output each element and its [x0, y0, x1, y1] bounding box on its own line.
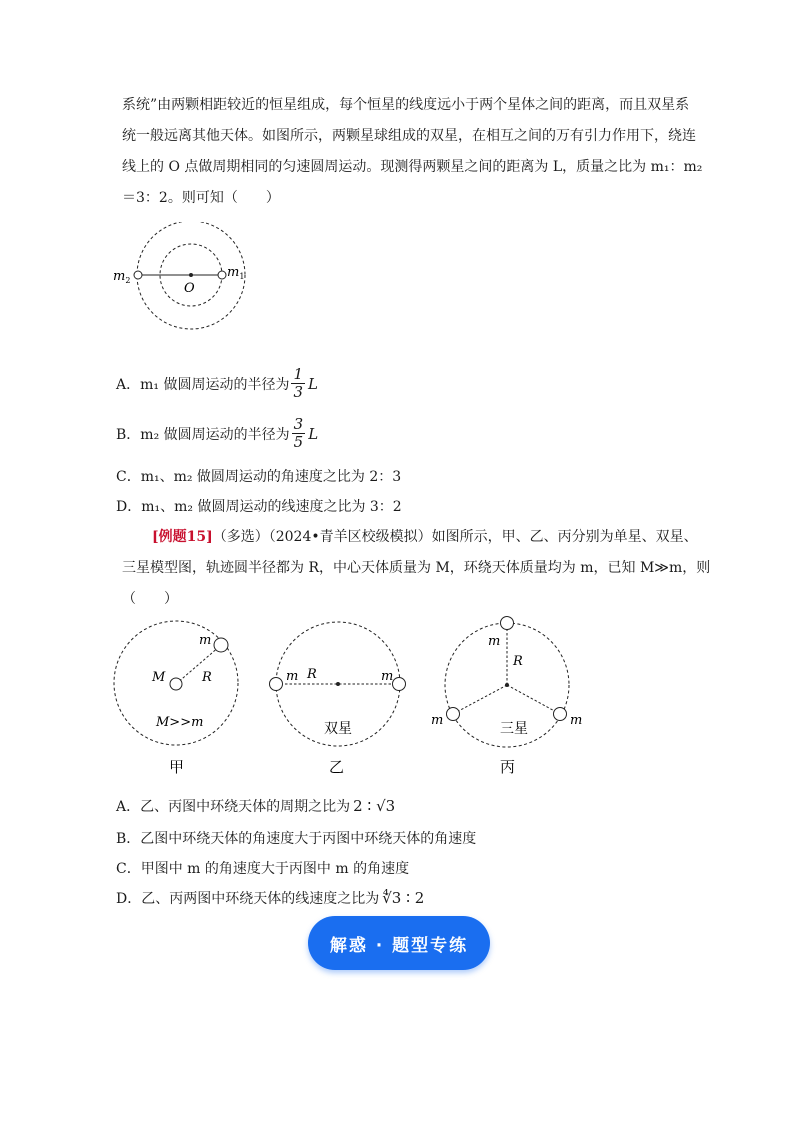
example-stem: [例题15]（多选）（2024•青羊区校级模拟）如图所示，甲、乙、丙分别为单星、双星、 三星模型图，轨迹圆半径都为 R，中心天体质量为 M，环绕天体质量均为 m，已知 M≫m，则 （ ）: [122, 529, 711, 607]
model-bing: [431, 617, 582, 777]
problem-line: ＝3：2。则可知（ ）: [122, 190, 280, 206]
fraction: $\frac{3}{5}$: [293, 415, 304, 451]
svg-text:m: m: [199, 633, 212, 648]
option-c2: C．甲图中 m 的角速度大于丙图中 m 的角速度: [116, 861, 410, 877]
option-d2: D．乙、丙两图中环绕天体的线速度之比为 ∜3 ∶ 2: [116, 889, 425, 907]
fraction: $\frac{1}{3}$: [293, 365, 303, 401]
label-m2: $m_2$: [113, 269, 131, 285]
svg-text:R: R: [202, 670, 212, 685]
star-models-figure: [108, 612, 598, 782]
star-m1: [218, 271, 226, 279]
label-O: O: [184, 281, 195, 296]
example-tag: [例题15]: [152, 529, 213, 545]
svg-text:丙: 丙: [500, 758, 516, 776]
svg-text:M: M: [152, 670, 166, 685]
svg-text:m: m: [488, 634, 501, 649]
svg-text:乙: 乙: [329, 758, 345, 776]
svg-text:双星: 双星: [324, 721, 352, 737]
svg-text:三星: 三星: [500, 721, 528, 737]
option-c: C．m₁、m₂ 做圆周运动的角速度之比为 2：3: [116, 469, 402, 485]
problem-line: 系统”由两颗相距较近的恒星组成，每个恒星的线度远小于两个星体之间的距离，而且双星系: [122, 97, 690, 113]
label-m1: $m_1$: [227, 265, 245, 281]
option-b: B．m₂ 做圆周运动的半径为 $\frac{3}{5}$ L: [116, 415, 319, 451]
model-jia: [114, 621, 238, 776]
svg-text:m: m: [431, 713, 444, 728]
svg-text:M>>m: M>>m: [156, 715, 204, 730]
orbiting-body: [214, 638, 228, 652]
problem-line: 线上的 O 点做周期相同的匀速圆周运动。现测得两颗星之间的距离为 L，质量之比为 m₁：m₂: [122, 159, 703, 175]
svg-text:R: R: [513, 654, 523, 669]
center-point: [189, 273, 193, 277]
svg-text:m: m: [286, 669, 299, 684]
binary-star-figure: [108, 222, 268, 338]
option-a2: A．乙、丙图中环绕天体的周期之比为 2 ∶ √3: [116, 797, 396, 815]
binary-right: [393, 678, 406, 691]
trinary-left: [447, 708, 460, 721]
option-d: D．m₁、m₂ 做圆周运动的线速度之比为 3：2: [116, 499, 402, 515]
central-body: [170, 678, 182, 690]
problem-line: 统一般远离其他天体。如图所示，两颗星球组成的双星，在相互之间的万有引力作用下，绕连: [122, 128, 696, 144]
trinary-right: [554, 708, 567, 721]
problem-stem: [122, 90, 703, 214]
svg-text:甲: 甲: [169, 758, 185, 776]
svg-text:m: m: [570, 713, 583, 728]
trinary-top: [501, 617, 514, 630]
option-b2: B．乙图中环绕天体的角速度大于丙图中环绕天体的角速度: [116, 831, 477, 847]
option-a: A．m₁ 做圆周运动的半径为 $\frac{1}{3}$ L: [116, 365, 318, 401]
svg-text:R: R: [307, 667, 317, 682]
binary-left: [270, 678, 283, 691]
svg-text:m: m: [381, 669, 394, 684]
practice-banner-button[interactable]: 解惑 · 题型专练: [308, 916, 490, 970]
model-yi: [270, 622, 406, 776]
star-m2: [134, 271, 142, 279]
